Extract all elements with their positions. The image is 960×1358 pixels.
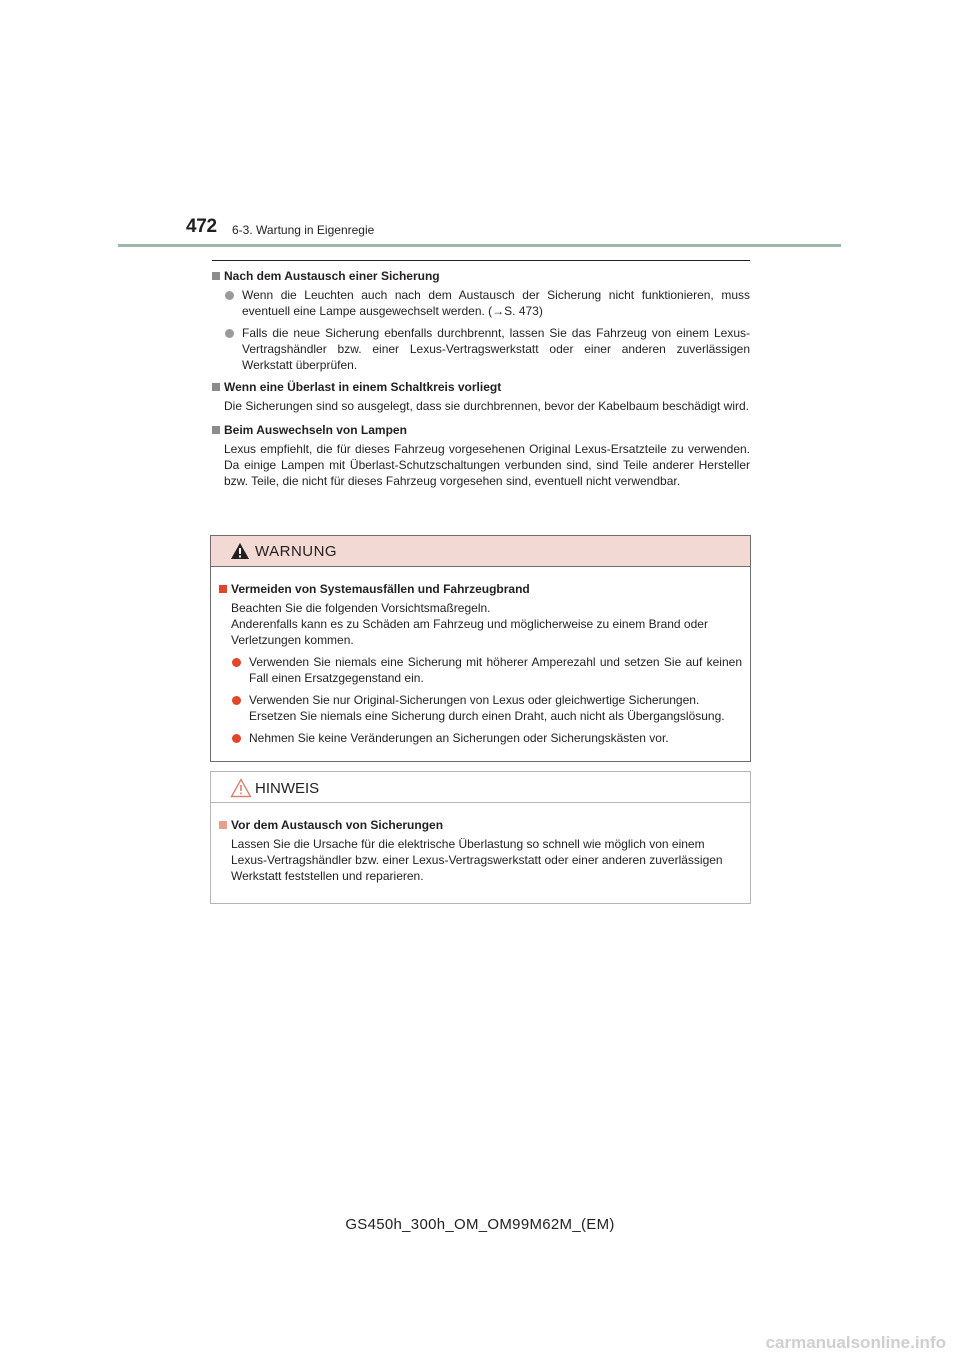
watermark: carmanualsonline.info <box>765 1333 946 1352</box>
square-bullet-icon <box>212 426 220 434</box>
square-bullet-icon <box>219 585 227 593</box>
paragraph: Lexus empfiehlt, die für dieses Fahrzeug vorgesehenen Original Lexus-Ersatzteile zu verwenden. Da einige Lampen mit Überlast-Schutzschaltungen verbunden sind, sind Teile anderer Hersteller bzw. Teile, die nicht für dieses Fahrzeug vorgesehen sind, eventuell nicht verwendbar. <box>224 442 750 488</box>
section-heading: Beim Auswechseln von Lampen <box>212 422 750 438</box>
warning-heading: Vermeiden von Systemausfällen und Fahrzeugbrand <box>219 581 742 597</box>
square-bullet-icon <box>212 383 220 391</box>
bullet-dot-icon <box>232 696 241 705</box>
caution-triangle-icon <box>230 778 252 798</box>
section-title: 6-3. Wartung in Eigenregie <box>232 223 375 237</box>
warning-item: Nehmen Sie keine Veränderungen an Sicherungen oder Sicherungskästen vor. <box>219 730 742 746</box>
notice-box <box>210 771 751 904</box>
section-heading: Nach dem Austausch einer Sicherung <box>212 268 750 284</box>
notice-title-bar <box>211 772 750 803</box>
warning-title: WARNUNG <box>255 543 338 560</box>
footer-doc-code: GS450h_300h_OM_OM99M62M_(EM) <box>345 1216 615 1233</box>
warning-intro: Anderenfalls kann es zu Schäden am Fahrzeug und möglicherweise zu einem Brand oder Verletzungen kommen. <box>231 617 708 647</box>
main-content <box>212 268 750 497</box>
square-bullet-icon <box>219 821 227 829</box>
warning-box <box>210 535 751 762</box>
warning-title-bar <box>211 536 750 567</box>
warning-intro: Beachten Sie die folgenden Vorsichtsmaßregeln. <box>231 601 491 615</box>
paragraph: Die Sicherungen sind so ausgelegt, dass sie durchbrennen, bevor der Kabelbaum beschädigt wird. <box>224 399 749 413</box>
bullet-dot-icon <box>225 329 234 338</box>
content-top-rule <box>212 260 750 261</box>
section-heading: Wenn eine Überlast in einem Schaltkreis vorliegt <box>212 379 750 395</box>
notice-text: Lassen Sie die Ursache für die elektrische Überlastung so schnell wie möglich von einem Lexus-Vertragshändler bzw. einer Lexus-Vertragswerkstatt oder einer anderen zuverlässigen Werkstatt feststellen und reparieren. <box>231 837 723 883</box>
warning-item: Verwenden Sie nur Original-Sicherungen von Lexus oder gleichwertige Sicherungen. Ersetzen Sie niemals eine Sicherung durch einen Draht, auch nicht als Übergangslösung. <box>219 692 742 724</box>
notice-heading: Vor dem Austausch von Sicherungen <box>219 817 742 833</box>
bullet-dot-icon <box>225 291 234 300</box>
bullet-dot-icon <box>232 734 241 743</box>
list-item: Wenn die Leuchten auch nach dem Austausch der Sicherung nicht funktionieren, muss eventuell eine Lampe ausgewechselt werden. (→S. 473) <box>212 287 750 319</box>
warning-triangle-icon <box>230 542 250 560</box>
page-number: 472 <box>186 216 217 237</box>
notice-title: HINWEIS <box>255 780 320 797</box>
list-item: Falls die neue Sicherung ebenfalls durchbrennt, lassen Sie das Fahrzeug von einem Lexus-Vertragshändler bzw. einer Lexus-Vertragswerkstatt oder einer anderen zuverlässigen Werkstatt überprüfen. <box>212 325 750 373</box>
bullet-dot-icon <box>232 658 241 667</box>
square-bullet-icon <box>212 272 220 280</box>
warning-item: Verwenden Sie niemals eine Sicherung mit höherer Amperezahl und setzen Sie auf keinen Fall einen Ersatzgegenstand ein. <box>219 654 742 686</box>
header-rule <box>118 244 841 247</box>
